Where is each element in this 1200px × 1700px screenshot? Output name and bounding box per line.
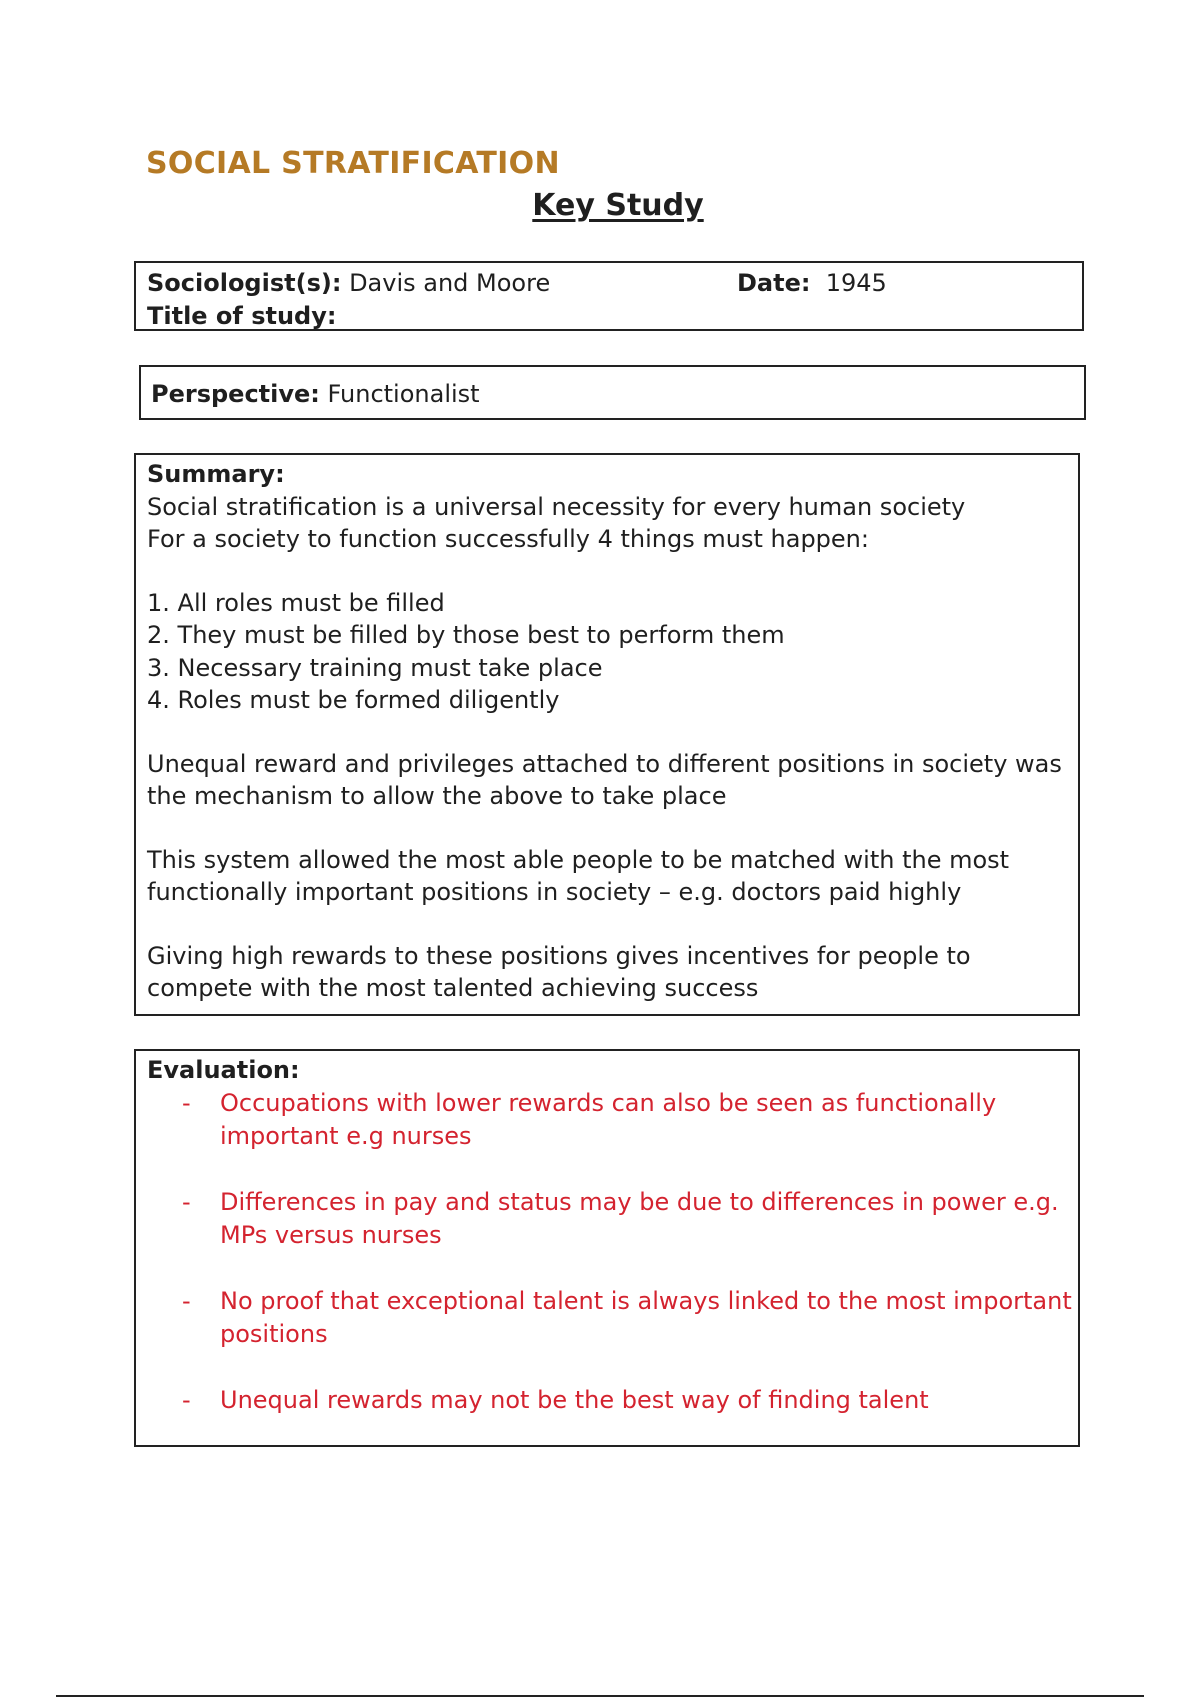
- dash-bullet: -: [182, 1187, 191, 1216]
- sociologist-label: Sociologist(s):: [147, 269, 342, 297]
- summary-label: Summary:: [147, 460, 285, 488]
- summary-paragraph-line: the mechanism to allow the above to take place: [147, 782, 727, 810]
- summary-intro-line: Social stratification is a universal necessity for every human society: [147, 492, 966, 521]
- sociologist-line: [147, 267, 1082, 300]
- paragraph-gap: [147, 717, 1078, 748]
- summary-paragraph-line: Giving high rewards to these positions gives incentives for people to: [147, 941, 971, 970]
- dash-bullet: -: [182, 1385, 191, 1414]
- evaluation-item: [147, 1384, 1078, 1417]
- paragraph-gap: [147, 813, 1078, 844]
- summary-paragraph-line: This system allowed the most able people to be matched with the most: [147, 845, 1010, 874]
- perspective-value: Functionalist: [327, 380, 480, 408]
- dash-bullet: -: [182, 1088, 191, 1117]
- evaluation-item: [147, 1186, 1078, 1252]
- summary-paragraph-line: Unequal reward and privileges attached to different positions in society was: [147, 749, 1062, 778]
- document-subtitle: Key Study: [532, 188, 704, 223]
- evaluation-item-text: Differences in pay and status may be due to differences in power e.g. MPs versus nurses: [220, 1187, 1059, 1249]
- evaluation-label: Evaluation:: [147, 1056, 300, 1084]
- evaluation-item: [147, 1087, 1078, 1153]
- summary-list-item: 3. Necessary training must take place: [147, 653, 603, 682]
- footer-divider: [56, 1695, 1144, 1697]
- perspective-label: Perspective:: [151, 380, 320, 408]
- evaluation-item: [147, 1285, 1078, 1351]
- title-of-study-label: Title of study:: [147, 301, 337, 330]
- evaluation-list: [147, 1087, 1078, 1417]
- dash-bullet: -: [182, 1286, 191, 1315]
- evaluation-item-text: No proof that exceptional talent is always linked to the most important positions: [220, 1286, 1072, 1348]
- summary-list-item: 2. They must be filled by those best to perform them: [147, 621, 785, 649]
- summary-paragraph-line: functionally important positions in society – e.g. doctors paid highly: [147, 878, 962, 906]
- evaluation-box: [134, 1049, 1080, 1447]
- paragraph-gap: [147, 909, 1078, 940]
- evaluation-item-text: Unequal rewards may not be the best way of finding talent: [220, 1385, 929, 1414]
- study-header-box: [134, 261, 1084, 331]
- perspective-line: [151, 378, 1084, 411]
- evaluation-item-text: Occupations with lower rewards can also be seen as functionally important e.g nurses: [220, 1088, 997, 1150]
- summary-list-item: 4. Roles must be formed diligently: [147, 686, 560, 714]
- paragraph-gap: [147, 556, 1078, 587]
- document-title: SOCIAL STRATIFICATION: [146, 146, 560, 181]
- summary-intro-line: For a society to function successfully 4 things must happen:: [147, 525, 869, 553]
- summary-box: [134, 453, 1080, 1016]
- date-value: 1945: [825, 269, 887, 297]
- perspective-box: [139, 365, 1086, 420]
- sociologist-value: Davis and Moore: [349, 269, 551, 297]
- date-label: Date:: [737, 269, 811, 297]
- date-line: [737, 267, 887, 300]
- summary-paragraph-line: compete with the most talented achieving success: [147, 974, 759, 1002]
- summary-list-item: 1. All roles must be filled: [147, 588, 445, 617]
